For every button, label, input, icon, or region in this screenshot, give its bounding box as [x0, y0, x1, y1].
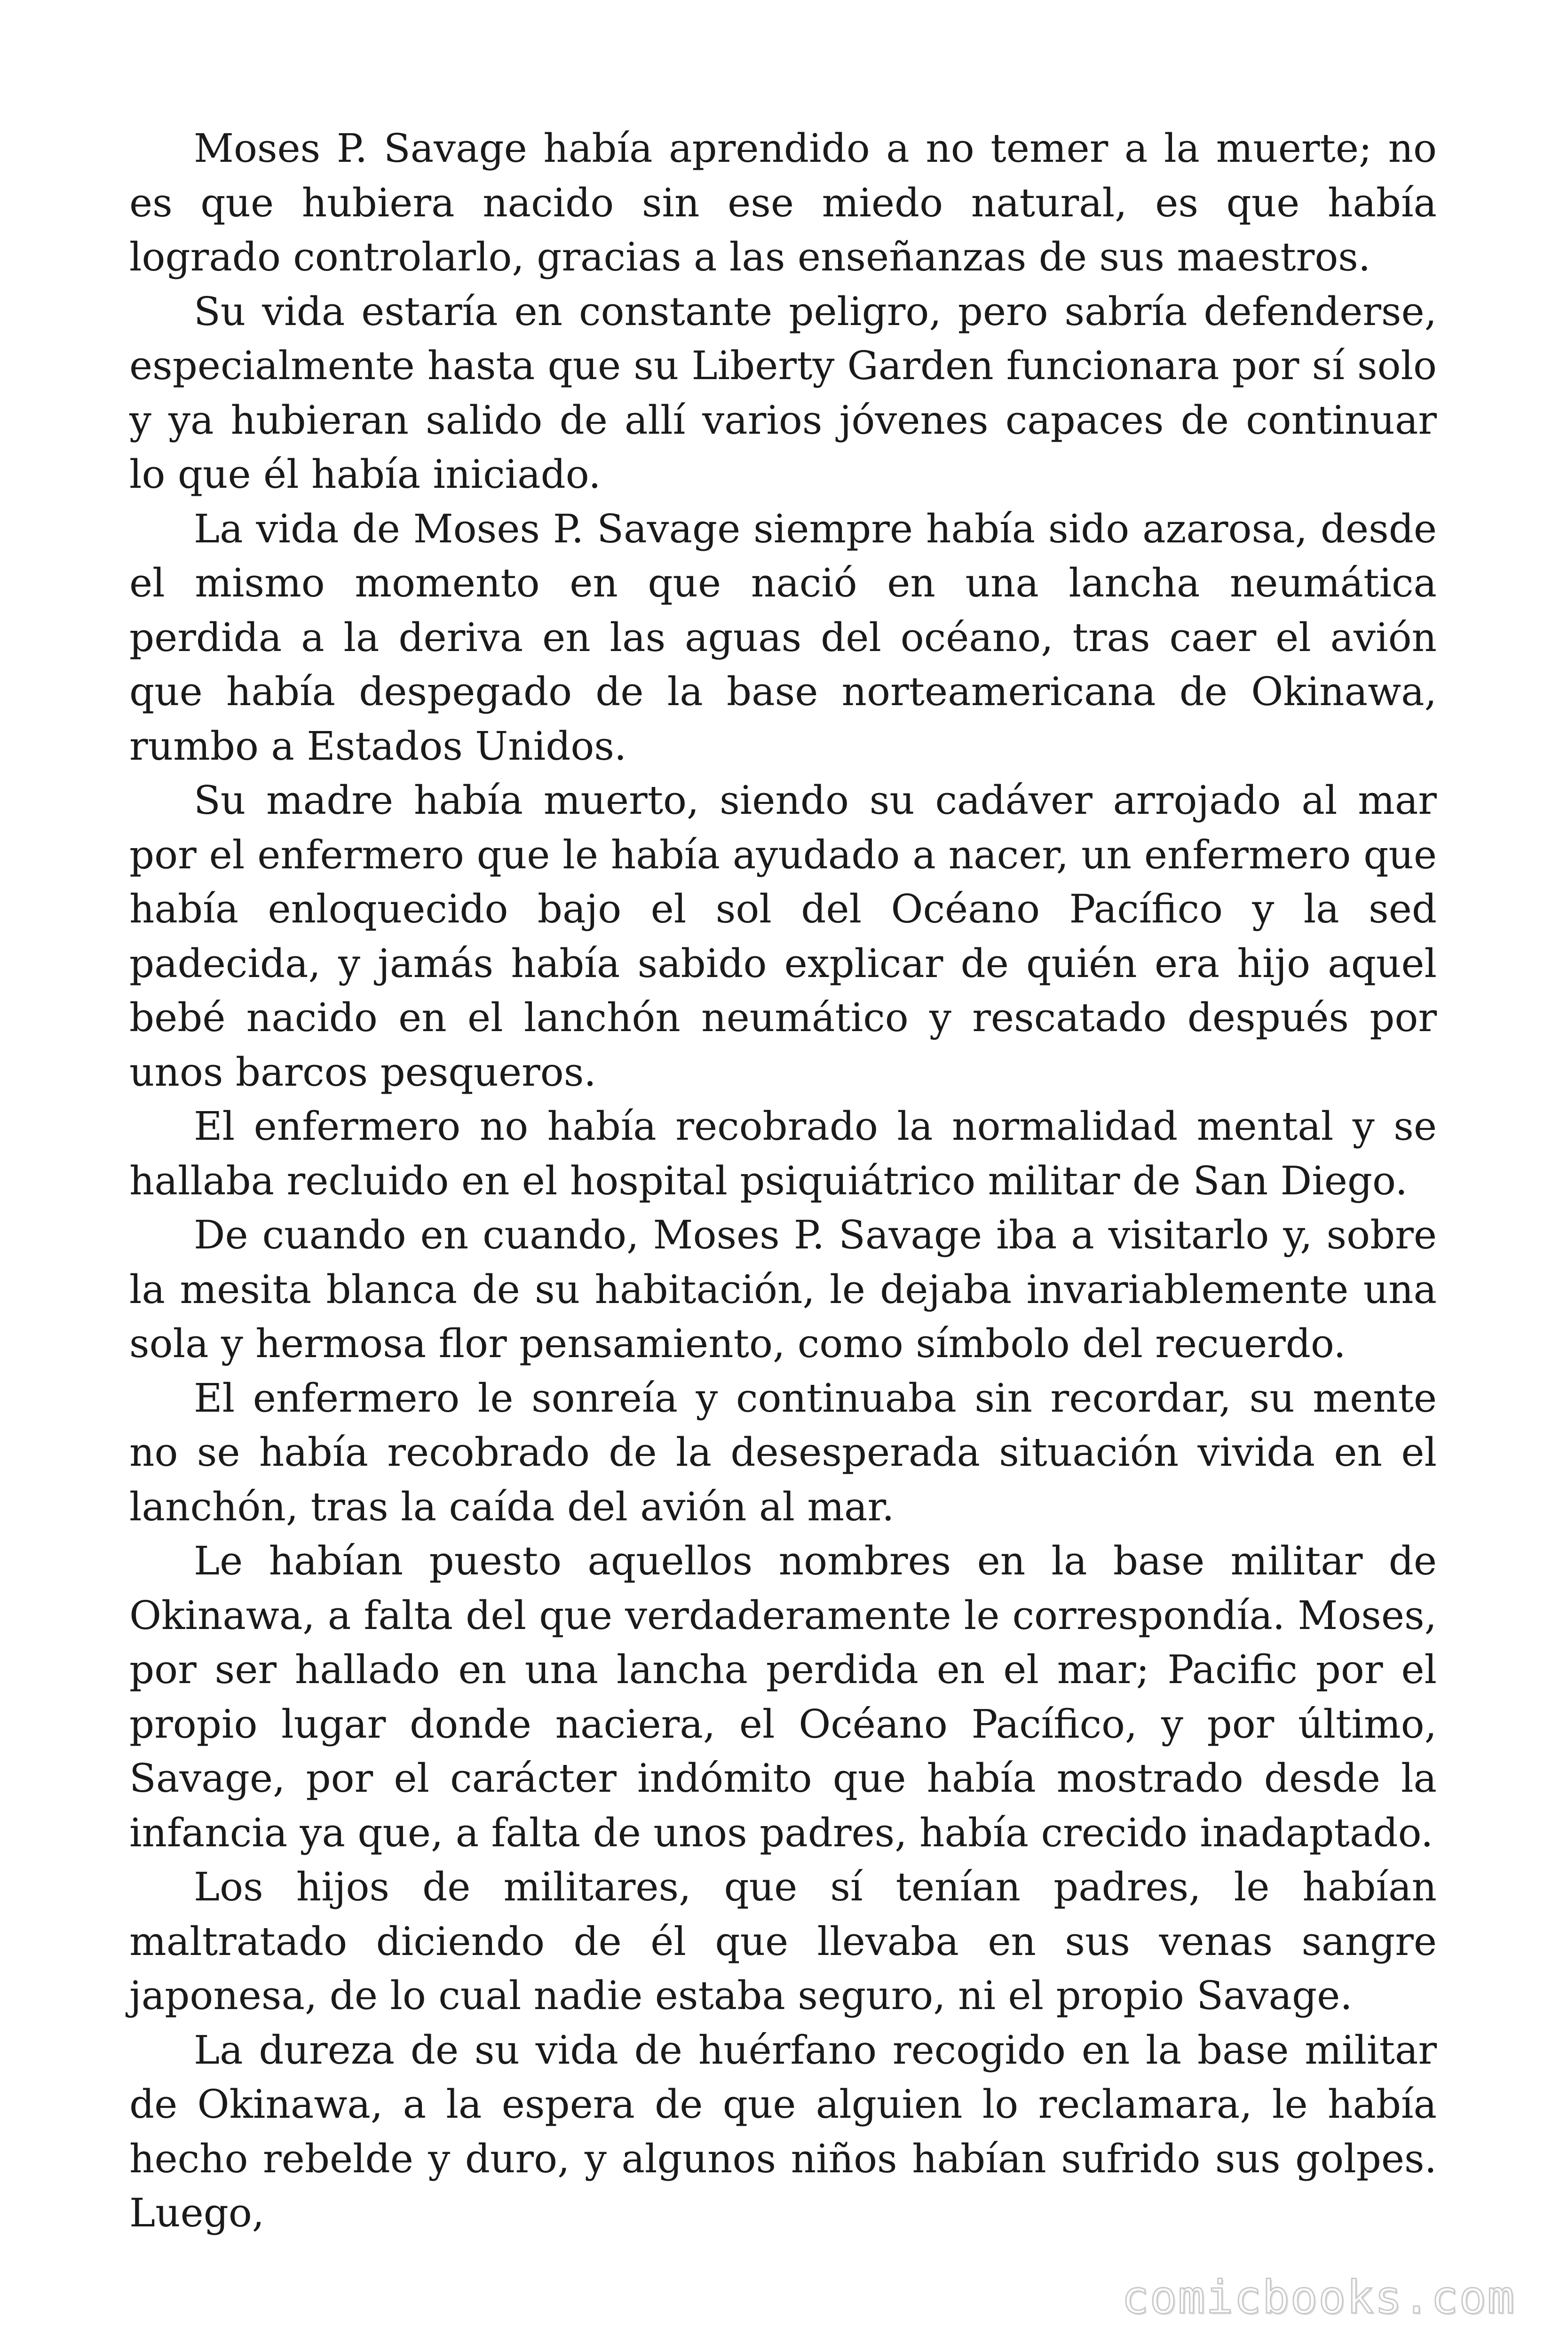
paragraph-10: La dureza de su vida de huérfano recogido en la base militar de Okinawa, a la espera de que alguien lo reclamara, le había hecho rebelde y duro, y algunos niños habían sufrido sus golpes. Luego, — [129, 2027, 1437, 2236]
paragraph-7: El enfermero le sonreía y continuaba sin recordar, su mente no se había recobrado de la desesperada situación vivida en el lanchón, tras la caída del avión al mar. — [129, 1375, 1437, 1530]
watermark: comicbooks.com — [1121, 2271, 1515, 2324]
page-body — [129, 121, 1437, 2241]
paragraph-6: De cuando en cuando, Moses P. Savage iba a visitarlo y, sobre la mesita blanca de su habitación, le dejaba invariablemente una sola y hermosa flor pensamiento, como símbolo del recuerdo. — [129, 1212, 1437, 1367]
paragraph-1: Moses P. Savage había aprendido a no temer a la muerte; no es que hubiera nacido sin ese miedo natural, es que había logrado controlarlo, gracias a las enseñanzas de sus maestros. — [129, 126, 1437, 280]
paragraph-4: Su madre había muerto, siendo su cadáver arrojado al mar por el enfermero que le había ayudado a nacer, un enfermero que había enloquecido bajo el sol del Océano Pacífico y la sed padecida, y jamás había sabido explicar de quién era hijo aquel bebé nacido en el lanchón neumático y rescatado después por unos barcos pesqueros. — [129, 778, 1437, 1095]
paragraph-3: La vida de Moses P. Savage siempre había sido azarosa, desde el mismo momento en que nació en una lancha neumática perdida a la deriva en las aguas del océano, tras caer el avión que había despegado de la base norteamericana de Okinawa, rumbo a Estados Unidos. — [129, 506, 1437, 769]
paragraph-5: El enfermero no había recobrado la normalidad mental y se hallaba recluido en el hospital psiquiátrico militar de San Diego. — [129, 1104, 1437, 1204]
paragraph-9: Los hijos de militares, que sí tenían padres, le habían maltratado diciendo de él que llevaba en sus venas sangre japonesa, de lo cual nadie estaba seguro, ni el propio Savage. — [129, 1864, 1437, 2018]
paragraph-2: Su vida estaría en constante peligro, pero sabría defenderse, especialmente hasta que su Liberty Garden funcionara por sí solo y ya hubieran salido de allí varios jóvenes capaces de continuar lo que él había iniciado. — [129, 288, 1437, 497]
paragraph-8: Le habían puesto aquellos nombres en la base militar de Okinawa, a falta del que verdaderamente le correspondía. Moses, por ser hallado en una lancha perdida en el mar; Pacific por el propio lugar donde naciera, el Océano Pacífico, y por último, Savage, por el carácter indómito que había mostrado desde la infancia ya que, a falta de unos padres, había crecido inadaptado. — [129, 1538, 1437, 1856]
